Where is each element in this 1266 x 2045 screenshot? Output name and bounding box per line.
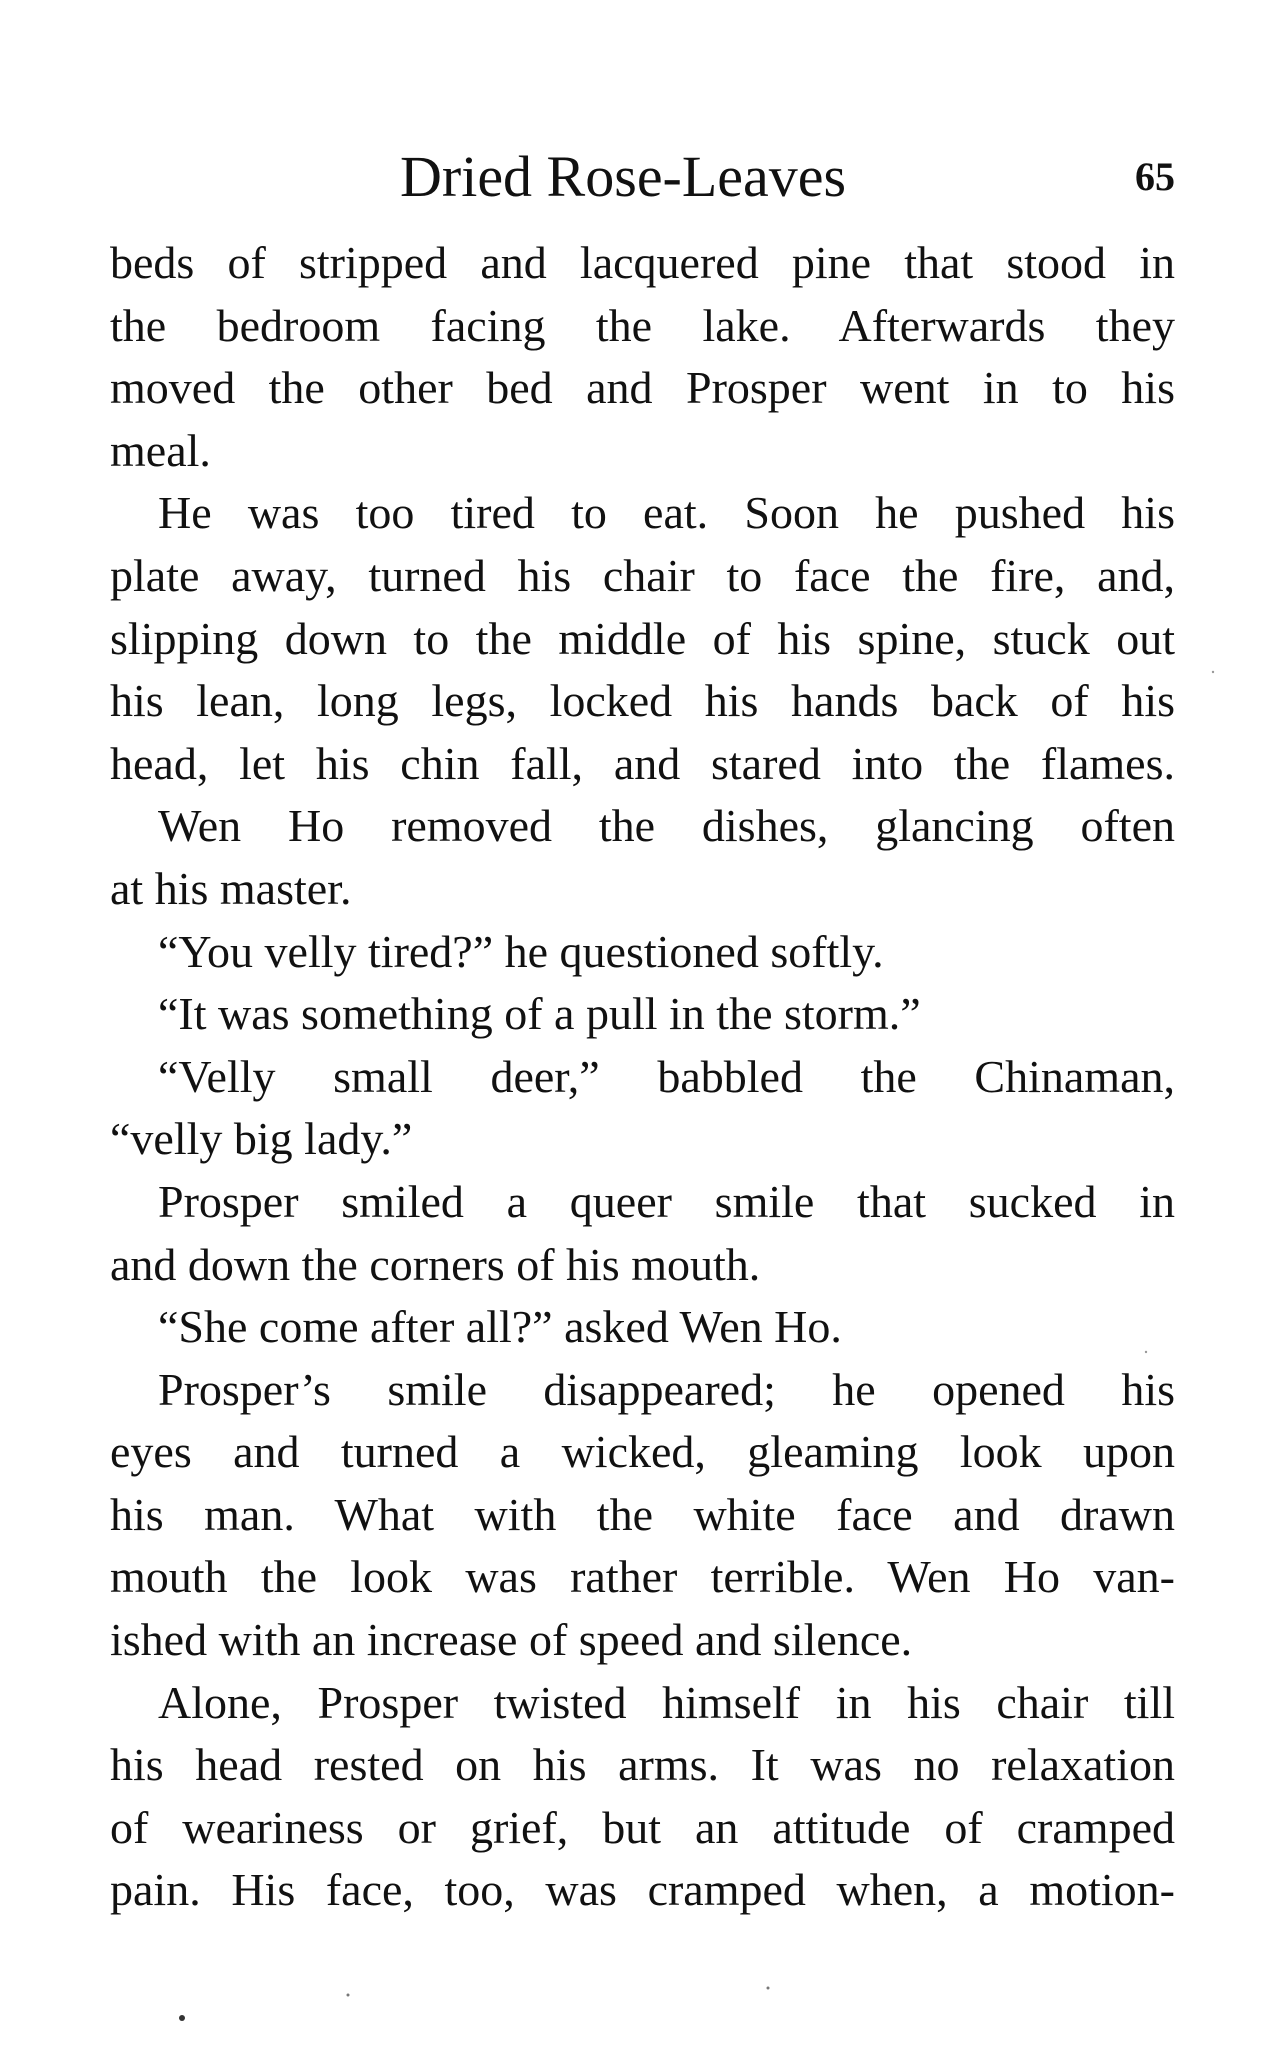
text-line: plate away, turned his chair to face the fire, and, bbox=[110, 549, 1175, 601]
text-line: and down the corners of his mouth. bbox=[110, 1238, 761, 1290]
speck bbox=[179, 2015, 185, 2021]
running-title: Dried Rose-Leaves bbox=[400, 144, 847, 209]
text-line: moved the other bed and Prosper went in to his bbox=[110, 362, 1175, 414]
text-line: of weariness or grief, but an attitude of cramped bbox=[110, 1801, 1175, 1853]
text-line: mouth the look was rather terrible. Wen Ho van- bbox=[110, 1551, 1175, 1603]
text-line: ished with an increase of speed and silence. bbox=[110, 1614, 913, 1666]
text-line: Prosper smiled a queer smile that sucked in bbox=[158, 1175, 1175, 1227]
text-line: “It was something of a pull in the storm.” bbox=[158, 988, 921, 1040]
page-number: 65 bbox=[1135, 154, 1175, 199]
text-line: “She come after all?” asked Wen Ho. bbox=[158, 1301, 842, 1353]
text-line: pain. His face, too, was cramped when, a motion- bbox=[110, 1864, 1175, 1916]
text-line: his lean, long legs, locked his hands back of his bbox=[110, 675, 1175, 727]
text-line: Prosper’s smile disappeared; he opened his bbox=[158, 1363, 1175, 1415]
speck bbox=[347, 1994, 350, 1997]
text-line: meal. bbox=[110, 424, 211, 476]
text-line: “Velly small deer,” babbled the Chinaman, bbox=[158, 1050, 1175, 1102]
text-line: beds of stripped and lacquered pine that stood in bbox=[110, 237, 1175, 288]
text-line: Wen Ho removed the dishes, glancing often bbox=[158, 800, 1175, 852]
text-line: head, let his chin fall, and stared into the flames. bbox=[110, 737, 1175, 789]
text-line: slipping down to the middle of his spine, stuck out bbox=[110, 612, 1175, 664]
text-line: at his master. bbox=[110, 862, 352, 914]
text-line: He was too tired to eat. Soon he pushed his bbox=[158, 487, 1175, 539]
speck bbox=[767, 1987, 770, 1990]
text-line: eyes and turned a wicked, gleaming look upon bbox=[110, 1426, 1175, 1478]
speck bbox=[1212, 671, 1214, 673]
text-line: Alone, Prosper twisted himself in his chair till bbox=[158, 1676, 1175, 1728]
text-line: his man. What with the white face and drawn bbox=[110, 1488, 1175, 1540]
text-line: the bedroom facing the lake. Afterwards they bbox=[110, 299, 1175, 351]
text-line: his head rested on his arms. It was no relaxation bbox=[110, 1739, 1175, 1791]
text-line: “You velly tired?” he questioned softly. bbox=[158, 925, 884, 977]
speck bbox=[1145, 1351, 1147, 1353]
text-line: “velly big lady.” bbox=[110, 1113, 413, 1165]
